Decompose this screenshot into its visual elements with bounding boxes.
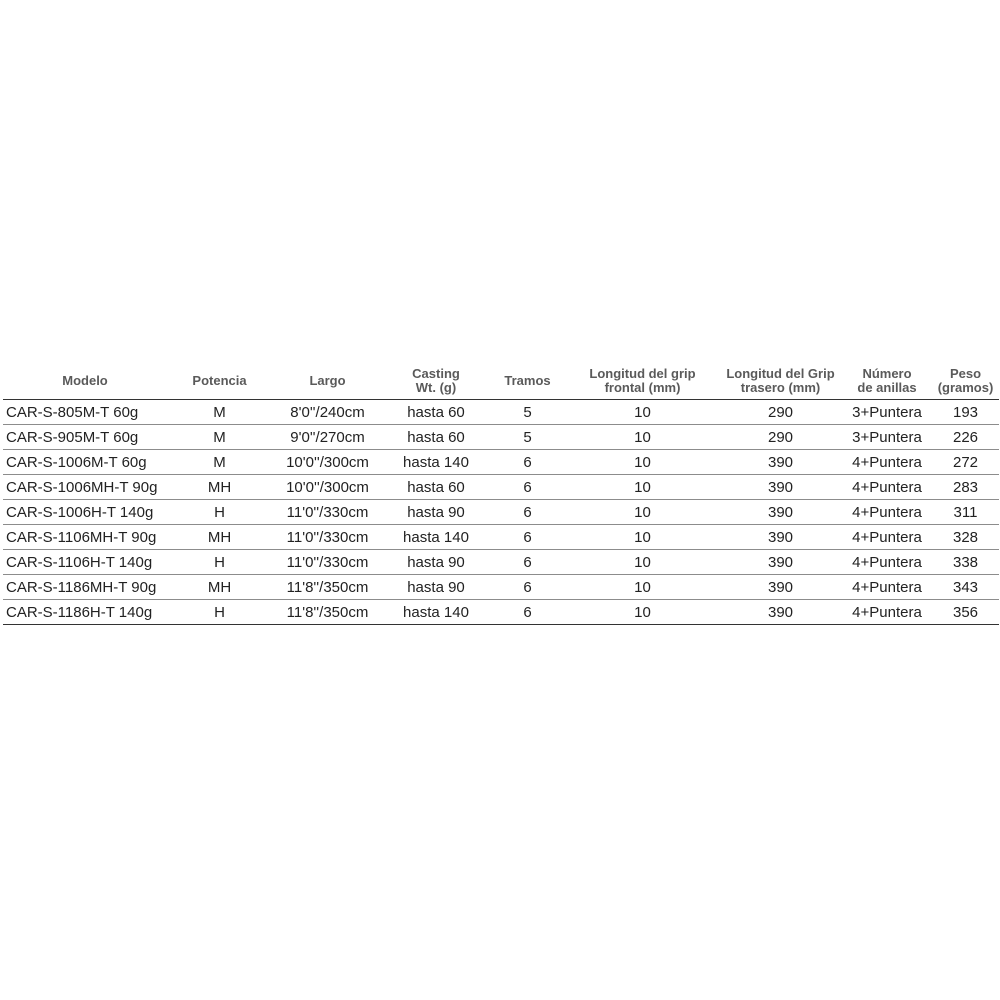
header-line-1: Número (862, 366, 912, 381)
cell-largo: 8'0''/240cm (272, 400, 383, 425)
cell-grip-frontal: 10 (566, 400, 719, 425)
cell-grip-frontal: 10 (566, 575, 719, 600)
header-line-1: Longitud del Grip (726, 366, 835, 381)
cell-potencia: M (167, 400, 272, 425)
table-row (3, 525, 999, 550)
cell-grip-trasero: 390 (719, 550, 842, 575)
cell-largo: 11'8''/350cm (272, 600, 383, 625)
cell-potencia: M (167, 425, 272, 450)
table-row (3, 400, 999, 425)
cell-grip-frontal: 10 (566, 425, 719, 450)
cell-peso: 338 (932, 550, 999, 575)
cell-peso: 356 (932, 600, 999, 625)
header-anillas (842, 363, 932, 400)
cell-largo: 11'0''/330cm (272, 550, 383, 575)
cell-largo: 10'0''/300cm (272, 450, 383, 475)
cell-anillas: 4+Puntera (842, 575, 932, 600)
header-line-1: Largo (309, 373, 346, 388)
cell-peso: 193 (932, 400, 999, 425)
cell-casting: hasta 140 (383, 450, 489, 475)
header-line-2: (gramos) (937, 380, 994, 395)
cell-anillas: 4+Puntera (842, 450, 932, 475)
cell-modelo: CAR-S-1186MH-T 90g (3, 575, 167, 600)
cell-potencia: MH (167, 475, 272, 500)
cell-peso: 226 (932, 425, 999, 450)
header-line-1: Tramos (504, 373, 551, 388)
header-modelo (3, 363, 167, 400)
cell-anillas: 4+Puntera (842, 550, 932, 575)
cell-casting: hasta 90 (383, 575, 489, 600)
cell-potencia: H (167, 600, 272, 625)
spec-table-body (3, 400, 999, 625)
cell-grip-trasero: 390 (719, 600, 842, 625)
cell-potencia: H (167, 500, 272, 525)
cell-tramos: 6 (489, 500, 566, 525)
cell-modelo: CAR-S-1006MH-T 90g (3, 475, 167, 500)
header-line-1: Peso (949, 366, 982, 381)
header-grip-frontal (566, 363, 719, 400)
cell-anillas: 3+Puntera (842, 400, 932, 425)
header-line-2: frontal (mm) (604, 380, 681, 395)
header-potencia (167, 363, 272, 400)
header-grip-trasero (719, 363, 842, 400)
header-row (3, 363, 999, 400)
cell-potencia: MH (167, 525, 272, 550)
table-row (3, 550, 999, 575)
cell-grip-trasero: 390 (719, 450, 842, 475)
cell-grip-trasero: 290 (719, 425, 842, 450)
cell-casting: hasta 60 (383, 400, 489, 425)
cell-grip-frontal: 10 (566, 525, 719, 550)
cell-grip-frontal: 10 (566, 500, 719, 525)
cell-modelo: CAR-S-1106H-T 140g (3, 550, 167, 575)
table-row (3, 450, 999, 475)
cell-anillas: 4+Puntera (842, 525, 932, 550)
header-line-2: de anillas (857, 380, 917, 395)
cell-largo: 9'0''/270cm (272, 425, 383, 450)
cell-anillas: 4+Puntera (842, 600, 932, 625)
header-line-1: Casting (412, 366, 460, 381)
header-tramos (489, 363, 566, 400)
cell-tramos: 6 (489, 475, 566, 500)
header-line-1: Longitud del grip (589, 366, 696, 381)
cell-potencia: H (167, 550, 272, 575)
cell-casting: hasta 140 (383, 600, 489, 625)
cell-grip-trasero: 390 (719, 575, 842, 600)
cell-largo: 11'8''/350cm (272, 575, 383, 600)
cell-potencia: MH (167, 575, 272, 600)
header-peso (932, 363, 999, 400)
cell-peso: 328 (932, 525, 999, 550)
cell-grip-frontal: 10 (566, 550, 719, 575)
cell-tramos: 6 (489, 450, 566, 475)
cell-grip-trasero: 390 (719, 525, 842, 550)
cell-anillas: 4+Puntera (842, 475, 932, 500)
cell-grip-trasero: 390 (719, 475, 842, 500)
table-row (3, 425, 999, 450)
cell-peso: 311 (932, 500, 999, 525)
cell-grip-frontal: 10 (566, 475, 719, 500)
cell-grip-trasero: 290 (719, 400, 842, 425)
cell-peso: 272 (932, 450, 999, 475)
header-line-1: Modelo (62, 373, 108, 388)
cell-casting: hasta 60 (383, 475, 489, 500)
table-row (3, 500, 999, 525)
cell-modelo: CAR-S-1006M-T 60g (3, 450, 167, 475)
header-line-1: Potencia (192, 373, 247, 388)
cell-grip-frontal: 10 (566, 450, 719, 475)
table-row (3, 475, 999, 500)
cell-peso: 283 (932, 475, 999, 500)
cell-tramos: 5 (489, 400, 566, 425)
cell-tramos: 6 (489, 575, 566, 600)
cell-tramos: 6 (489, 600, 566, 625)
header-largo (272, 363, 383, 400)
header-line-2: Wt. (g) (415, 380, 457, 395)
cell-casting: hasta 90 (383, 550, 489, 575)
cell-largo: 11'0''/330cm (272, 500, 383, 525)
cell-largo: 11'0''/330cm (272, 525, 383, 550)
cell-modelo: CAR-S-905M-T 60g (3, 425, 167, 450)
cell-peso: 343 (932, 575, 999, 600)
cell-tramos: 5 (489, 425, 566, 450)
cell-grip-trasero: 390 (719, 500, 842, 525)
cell-casting: hasta 140 (383, 525, 489, 550)
table-row (3, 575, 999, 600)
cell-modelo: CAR-S-1106MH-T 90g (3, 525, 167, 550)
cell-tramos: 6 (489, 525, 566, 550)
cell-casting: hasta 60 (383, 425, 489, 450)
cell-anillas: 3+Puntera (842, 425, 932, 450)
cell-tramos: 6 (489, 550, 566, 575)
cell-anillas: 4+Puntera (842, 500, 932, 525)
cell-modelo: CAR-S-805M-T 60g (3, 400, 167, 425)
cell-potencia: M (167, 450, 272, 475)
table-row (3, 600, 999, 625)
cell-grip-frontal: 10 (566, 600, 719, 625)
header-casting (383, 363, 489, 400)
cell-modelo: CAR-S-1006H-T 140g (3, 500, 167, 525)
header-line-2: trasero (mm) (740, 380, 821, 395)
cell-modelo: CAR-S-1186H-T 140g (3, 600, 167, 625)
cell-largo: 10'0''/300cm (272, 475, 383, 500)
cell-casting: hasta 90 (383, 500, 489, 525)
spec-table-header (3, 363, 999, 400)
spec-table (3, 363, 999, 625)
